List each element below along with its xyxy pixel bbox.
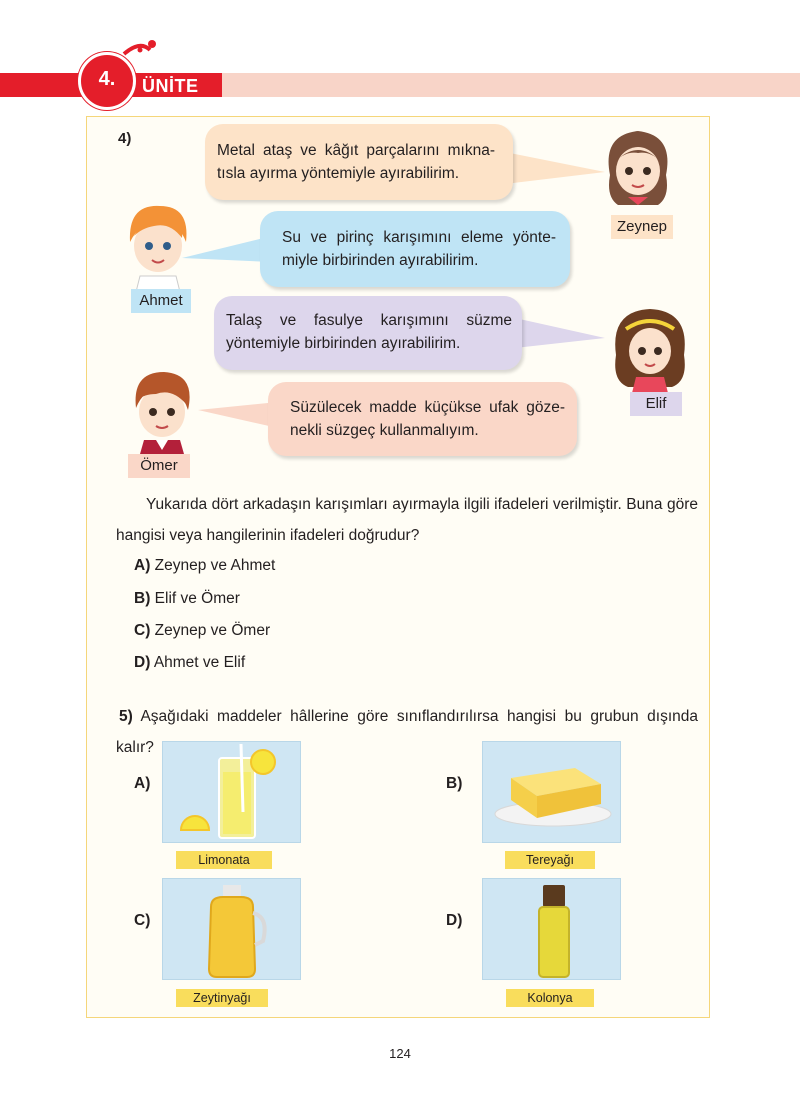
question-4-option-c[interactable] [134, 622, 270, 640]
speech-text-ahmet: Su ve pirinç karışımını eleme yönte-miyle birbirinden ayırabilirim. [282, 229, 556, 269]
kolonya-image[interactable] [482, 878, 621, 980]
question-4-option-d[interactable] [134, 654, 245, 672]
bubble-tail-zeynep [505, 150, 605, 190]
question-5-option-b-letter[interactable]: B) [446, 775, 463, 792]
option-letter: C) [134, 622, 151, 639]
name-tag-zeynep: Zeynep [611, 215, 673, 239]
speech-bubble-elif [214, 296, 522, 370]
speech-text-zeynep: Metal ataş ve kâğıt parçalarını mıkna-tısla ayırma yöntemiyle ayırabilirim. [217, 142, 495, 182]
option-letter: B) [134, 590, 151, 607]
limonata-image[interactable] [162, 741, 301, 843]
name-tag-ahmet: Ahmet [131, 289, 191, 313]
option-text: Zeynep ve Ahmet [154, 557, 276, 574]
limonata-label: Limonata [176, 851, 272, 869]
option-text: Elif ve Ömer [154, 590, 240, 607]
speech-bubble-omer [268, 382, 577, 456]
unit-number: 4. [98, 68, 116, 90]
elif-character [610, 305, 690, 393]
cologne-bottle-icon [483, 879, 622, 981]
speech-bubble-zeynep [205, 124, 513, 200]
question-4-option-a[interactable] [134, 557, 275, 575]
name-tag-elif: Elif [630, 392, 682, 416]
question-4-number: 4) [118, 130, 132, 147]
ahmet-character [118, 200, 198, 292]
speech-bubble-ahmet [260, 211, 570, 287]
bubble-tail-elif [515, 318, 605, 352]
page-number: 124 [389, 1046, 411, 1061]
olive-oil-jug-icon [163, 879, 302, 981]
lemonade-glass-icon [163, 742, 302, 844]
butter-block-icon [483, 742, 622, 844]
question-4-option-b[interactable] [134, 590, 240, 608]
question-5-option-d-letter[interactable]: D) [446, 912, 463, 929]
question-5-prompt-text: Aşağıdaki maddeler hâllerine göre sınıflandırılırsa hangisi bu grubun dışında kalır? [116, 708, 699, 756]
option-text: Zeynep ve Ömer [154, 622, 271, 639]
question-5-option-a-letter[interactable]: A) [134, 775, 151, 792]
option-letter: D) [134, 654, 151, 671]
name-tag-omer: Ömer [128, 454, 190, 478]
bubble-tail-omer [198, 402, 278, 432]
speech-text-omer: Süzülecek madde küçükse ufak göze-nekli süzgeç kullanmalıyım. [290, 399, 565, 439]
omer-character [122, 366, 202, 454]
question-4-prompt: Yukarıda dört arkadaşın karışımları ayırmayla ilgili ifadeleri verilmiştir. Buna göre hangisi veya hangilerinin ifadeleri doğrudur? [116, 496, 698, 544]
zeytinyagi-image[interactable] [162, 878, 301, 980]
zeynep-character [598, 125, 678, 215]
tereyagi-label: Tereyağı [505, 851, 595, 869]
question-5-number: 5) [119, 708, 133, 725]
unit-label: ÜNİTE [142, 76, 199, 96]
option-letter: A) [134, 557, 151, 574]
option-text: Ahmet ve Elif [153, 654, 246, 671]
question-5-option-c-letter[interactable]: C) [134, 912, 151, 929]
zeytinyagi-label: Zeytinyağı [176, 989, 268, 1007]
speech-text-elif: Talaş ve fasulye karışımını süzme yöntemiyle birbirinden ayırabilirim. [226, 312, 512, 352]
tereyagi-image[interactable] [482, 741, 621, 843]
kolonya-label: Kolonya [506, 989, 594, 1007]
